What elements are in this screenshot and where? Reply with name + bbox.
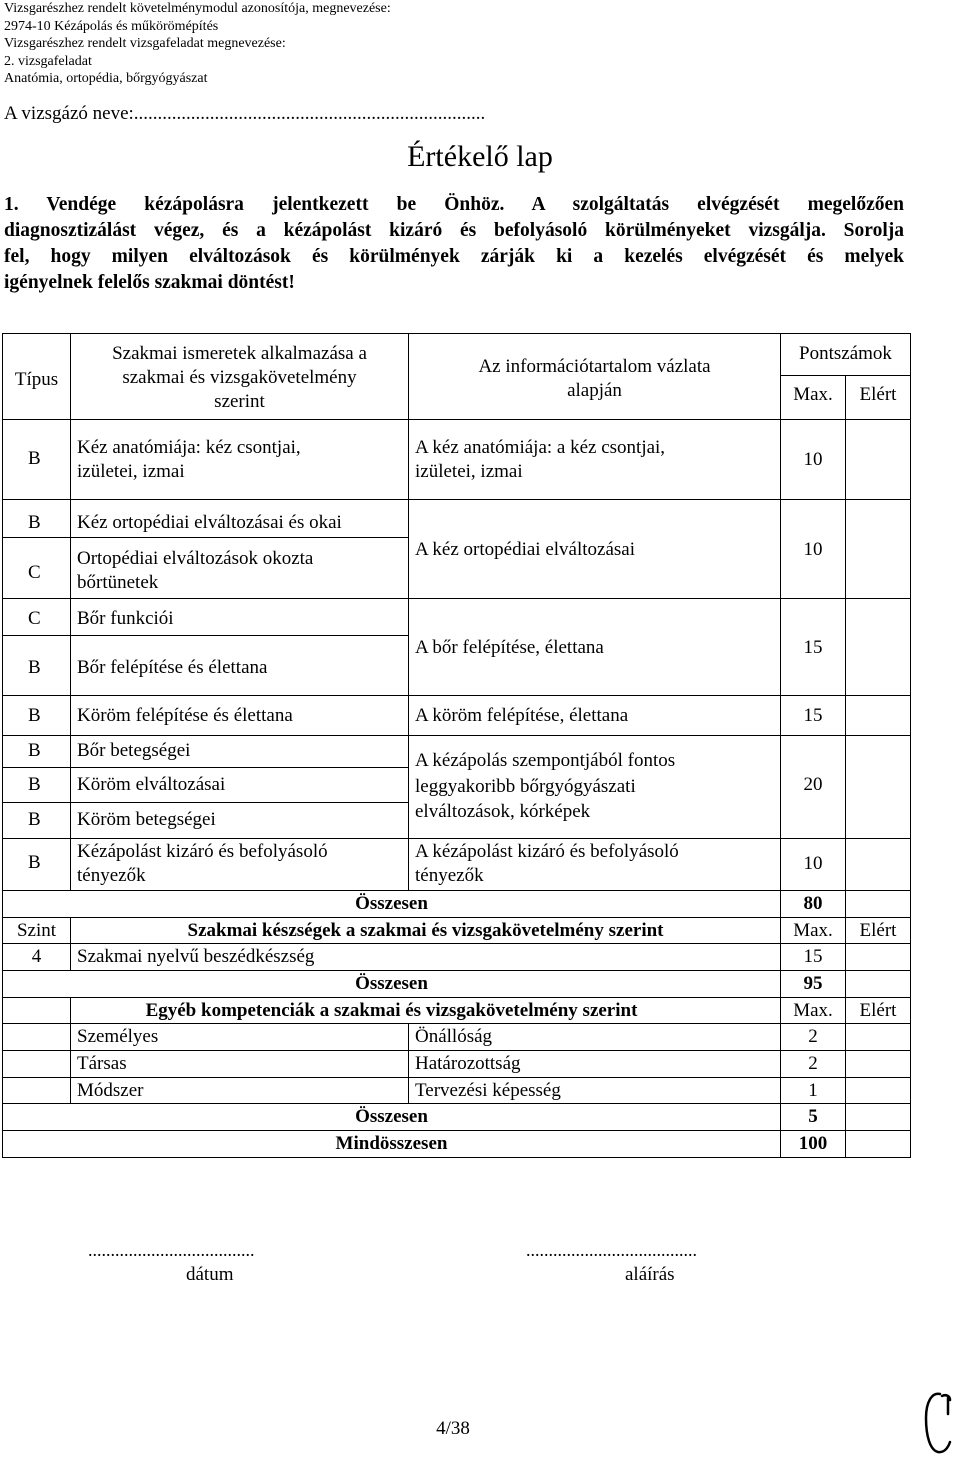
row-max: 10	[803, 539, 823, 560]
row-competency: Tervezési képesség	[415, 1080, 561, 1101]
table-border	[2, 1157, 911, 1158]
header-info	[409, 355, 780, 403]
row-info-line: A kéz anatómiája: a kéz csontjai,	[415, 437, 666, 458]
row-info	[415, 748, 675, 825]
row-max: 15	[803, 637, 823, 658]
handwritten-initial	[918, 1388, 958, 1460]
header-skills	[71, 342, 408, 414]
row-level: 4	[31, 946, 42, 967]
date-dots: .....................................	[88, 1240, 255, 1260]
table-border	[408, 333, 409, 891]
header-max: Max.	[793, 1000, 833, 1021]
row-info: A bőr felépítése, élettana	[415, 637, 604, 658]
table-border	[2, 735, 911, 736]
signature-label: aláírás	[625, 1264, 675, 1285]
table-border	[845, 375, 846, 1158]
row-skill: Bőr funkciói	[77, 608, 174, 629]
row-type: C	[28, 562, 41, 583]
header-achieved: Elért	[859, 384, 897, 405]
table-border	[2, 943, 911, 944]
header-line: Vizsgarészhez rendelt vizsgafeladat megnevezése:	[4, 36, 286, 51]
table-border	[2, 537, 408, 538]
header-achieved: Elért	[859, 920, 897, 941]
section-heading: Egyéb kompetenciák a szakmai és vizsgakövetelmény szerint	[145, 1000, 638, 1021]
row-max: 15	[803, 946, 823, 967]
header-points: Pontszámok	[799, 343, 892, 364]
row-competency: Önállóság	[415, 1026, 493, 1047]
grand-total-label: Mindösszesen	[335, 1133, 448, 1154]
subtotal-label: Összesen	[355, 1106, 428, 1127]
table-border	[2, 333, 3, 1158]
header-info-line: alapján	[567, 380, 622, 401]
subtotal-label: Összesen	[355, 893, 428, 914]
row-skill-line: Ortopédiai elváltozások okozta	[77, 548, 314, 569]
task-description	[4, 192, 904, 296]
subtotal-max: 95	[803, 973, 823, 994]
row-skill: Köröm elváltozásai	[77, 774, 226, 795]
row-max: 2	[808, 1026, 818, 1047]
table-border	[2, 635, 408, 636]
row-competency: Határozottság	[415, 1053, 521, 1074]
row-info: A kéz ortopédiai elváltozásai	[415, 539, 635, 560]
row-skill	[77, 436, 301, 484]
row-max: 15	[803, 705, 823, 726]
table-border	[910, 333, 911, 1158]
section-heading: Szakmai készségek a szakmai és vizsgakövetelmény szerint	[187, 920, 664, 941]
row-type: B	[28, 512, 41, 533]
task-line: diagnosztizálást végez, és a kézápolást kizáró és befolyásoló körülményeket vizsgálja. Sorolja	[4, 220, 904, 241]
header-max: Max.	[793, 920, 833, 941]
row-skill-line: bőrtünetek	[77, 572, 159, 593]
row-info: A köröm felépítése, élettana	[415, 705, 629, 726]
row-type: C	[28, 608, 41, 629]
row-skill: Bőr felépítése és élettana	[77, 657, 268, 678]
row-skill-line: Kézápolást kizáró és befolyásoló	[77, 841, 328, 862]
document-header	[4, 0, 391, 88]
header-line: Vizsgarészhez rendelt követelménymodul azonosítója, megnevezése:	[4, 1, 391, 16]
row-type: B	[28, 809, 41, 830]
row-type: B	[28, 448, 41, 469]
table-border	[408, 1023, 409, 1103]
table-border	[2, 838, 911, 839]
row-type: B	[28, 852, 41, 873]
grand-total-max: 100	[798, 1133, 828, 1154]
row-max: 1	[808, 1080, 818, 1101]
row-category: Személyes	[77, 1026, 159, 1047]
row-max: 20	[803, 774, 823, 795]
row-info	[415, 436, 665, 484]
row-max: 2	[808, 1053, 818, 1074]
table-border	[2, 1103, 911, 1104]
header-line: 2974-10 Kézápolás és műkörömépítés	[4, 18, 219, 34]
header-skills-line: szerint	[214, 391, 265, 412]
page-title: Értékelő lap	[407, 140, 553, 173]
row-skill: Szakmai nyelvű beszédkészség	[77, 946, 315, 967]
table-border	[2, 917, 911, 918]
row-info-line: A kézápolást kizáró és befolyásoló	[415, 841, 679, 862]
row-type: B	[28, 774, 41, 795]
task-line: 1. Vendége kézápolásra jelentkezett be Önhöz. A szolgáltatás elvégzését megelőzően	[4, 194, 904, 215]
table-border	[2, 767, 408, 768]
header-line: 2. vizsgafeladat	[4, 53, 92, 69]
table-border	[70, 333, 71, 891]
row-skill: Köröm felépítése és élettana	[77, 705, 293, 726]
table-border	[2, 890, 911, 891]
row-info-line: elváltozások, kórképek	[415, 801, 591, 822]
row-skill: Kéz ortopédiai elváltozásai és okai	[77, 512, 342, 533]
table-border	[2, 499, 911, 500]
row-max: 10	[803, 449, 823, 470]
table-border	[2, 802, 408, 803]
row-skill-line: izületei, izmai	[77, 461, 185, 482]
table-border	[2, 997, 911, 998]
row-info-line: A kézápolás szempontjából fontos	[415, 750, 676, 771]
header-line: Anatómia, ortopédia, bőrgyógyászat	[4, 71, 208, 86]
subtotal-max: 80	[803, 893, 823, 914]
row-max: 10	[803, 853, 823, 874]
date-label: dátum	[186, 1264, 234, 1285]
header-skills-line: szakmai és vizsgakövetelmény	[122, 367, 357, 388]
table-border	[2, 419, 911, 420]
task-line: fel, hogy milyen elváltozások és körülmények zárják ki a kezelés elvégzését és melyek	[4, 246, 904, 267]
row-skill	[77, 547, 313, 595]
subtotal-max: 5	[808, 1106, 818, 1127]
task-line: igényelnek felelős szakmai döntést!	[4, 272, 295, 293]
table-border	[2, 598, 911, 599]
table-border	[2, 1077, 911, 1078]
row-skill-line: Kéz anatómiája: kéz csontjai,	[77, 437, 301, 458]
page-number: 4/38	[436, 1418, 470, 1439]
row-info-line: izületei, izmai	[415, 461, 523, 482]
header-level: Szint	[16, 920, 57, 941]
row-skill: Bőr betegségei	[77, 740, 191, 761]
signature-dots: ......................................	[526, 1240, 697, 1260]
table-border	[2, 970, 911, 971]
header-max: Max.	[793, 384, 833, 405]
row-type: B	[28, 705, 41, 726]
table-border	[2, 695, 911, 696]
subtotal-label: Összesen	[355, 973, 428, 994]
table-border	[2, 1023, 911, 1024]
row-category: Módszer	[77, 1080, 144, 1101]
row-skill: Köröm betegségei	[77, 809, 216, 830]
row-skill-line: tényezők	[77, 865, 146, 886]
row-info-line: tényezők	[415, 865, 484, 886]
table-border	[2, 1130, 911, 1131]
table-border	[2, 333, 911, 334]
header-achieved: Elért	[859, 1000, 897, 1021]
header-skills-line: Szakmai ismeretek alkalmazása a	[112, 343, 367, 364]
header-info-line: Az információtartalom vázlata	[478, 356, 711, 377]
row-type: B	[28, 657, 41, 678]
row-skill	[77, 840, 328, 888]
table-border	[2, 1050, 911, 1051]
row-info	[415, 840, 679, 888]
row-type: B	[28, 740, 41, 761]
row-info-line: leggyakoribb bőrgyógyászati	[415, 775, 636, 797]
row-category: Társas	[77, 1053, 127, 1074]
header-type: Típus	[14, 369, 59, 390]
candidate-name-line: A vizsgázó neve:..........................................................................	[4, 103, 486, 124]
